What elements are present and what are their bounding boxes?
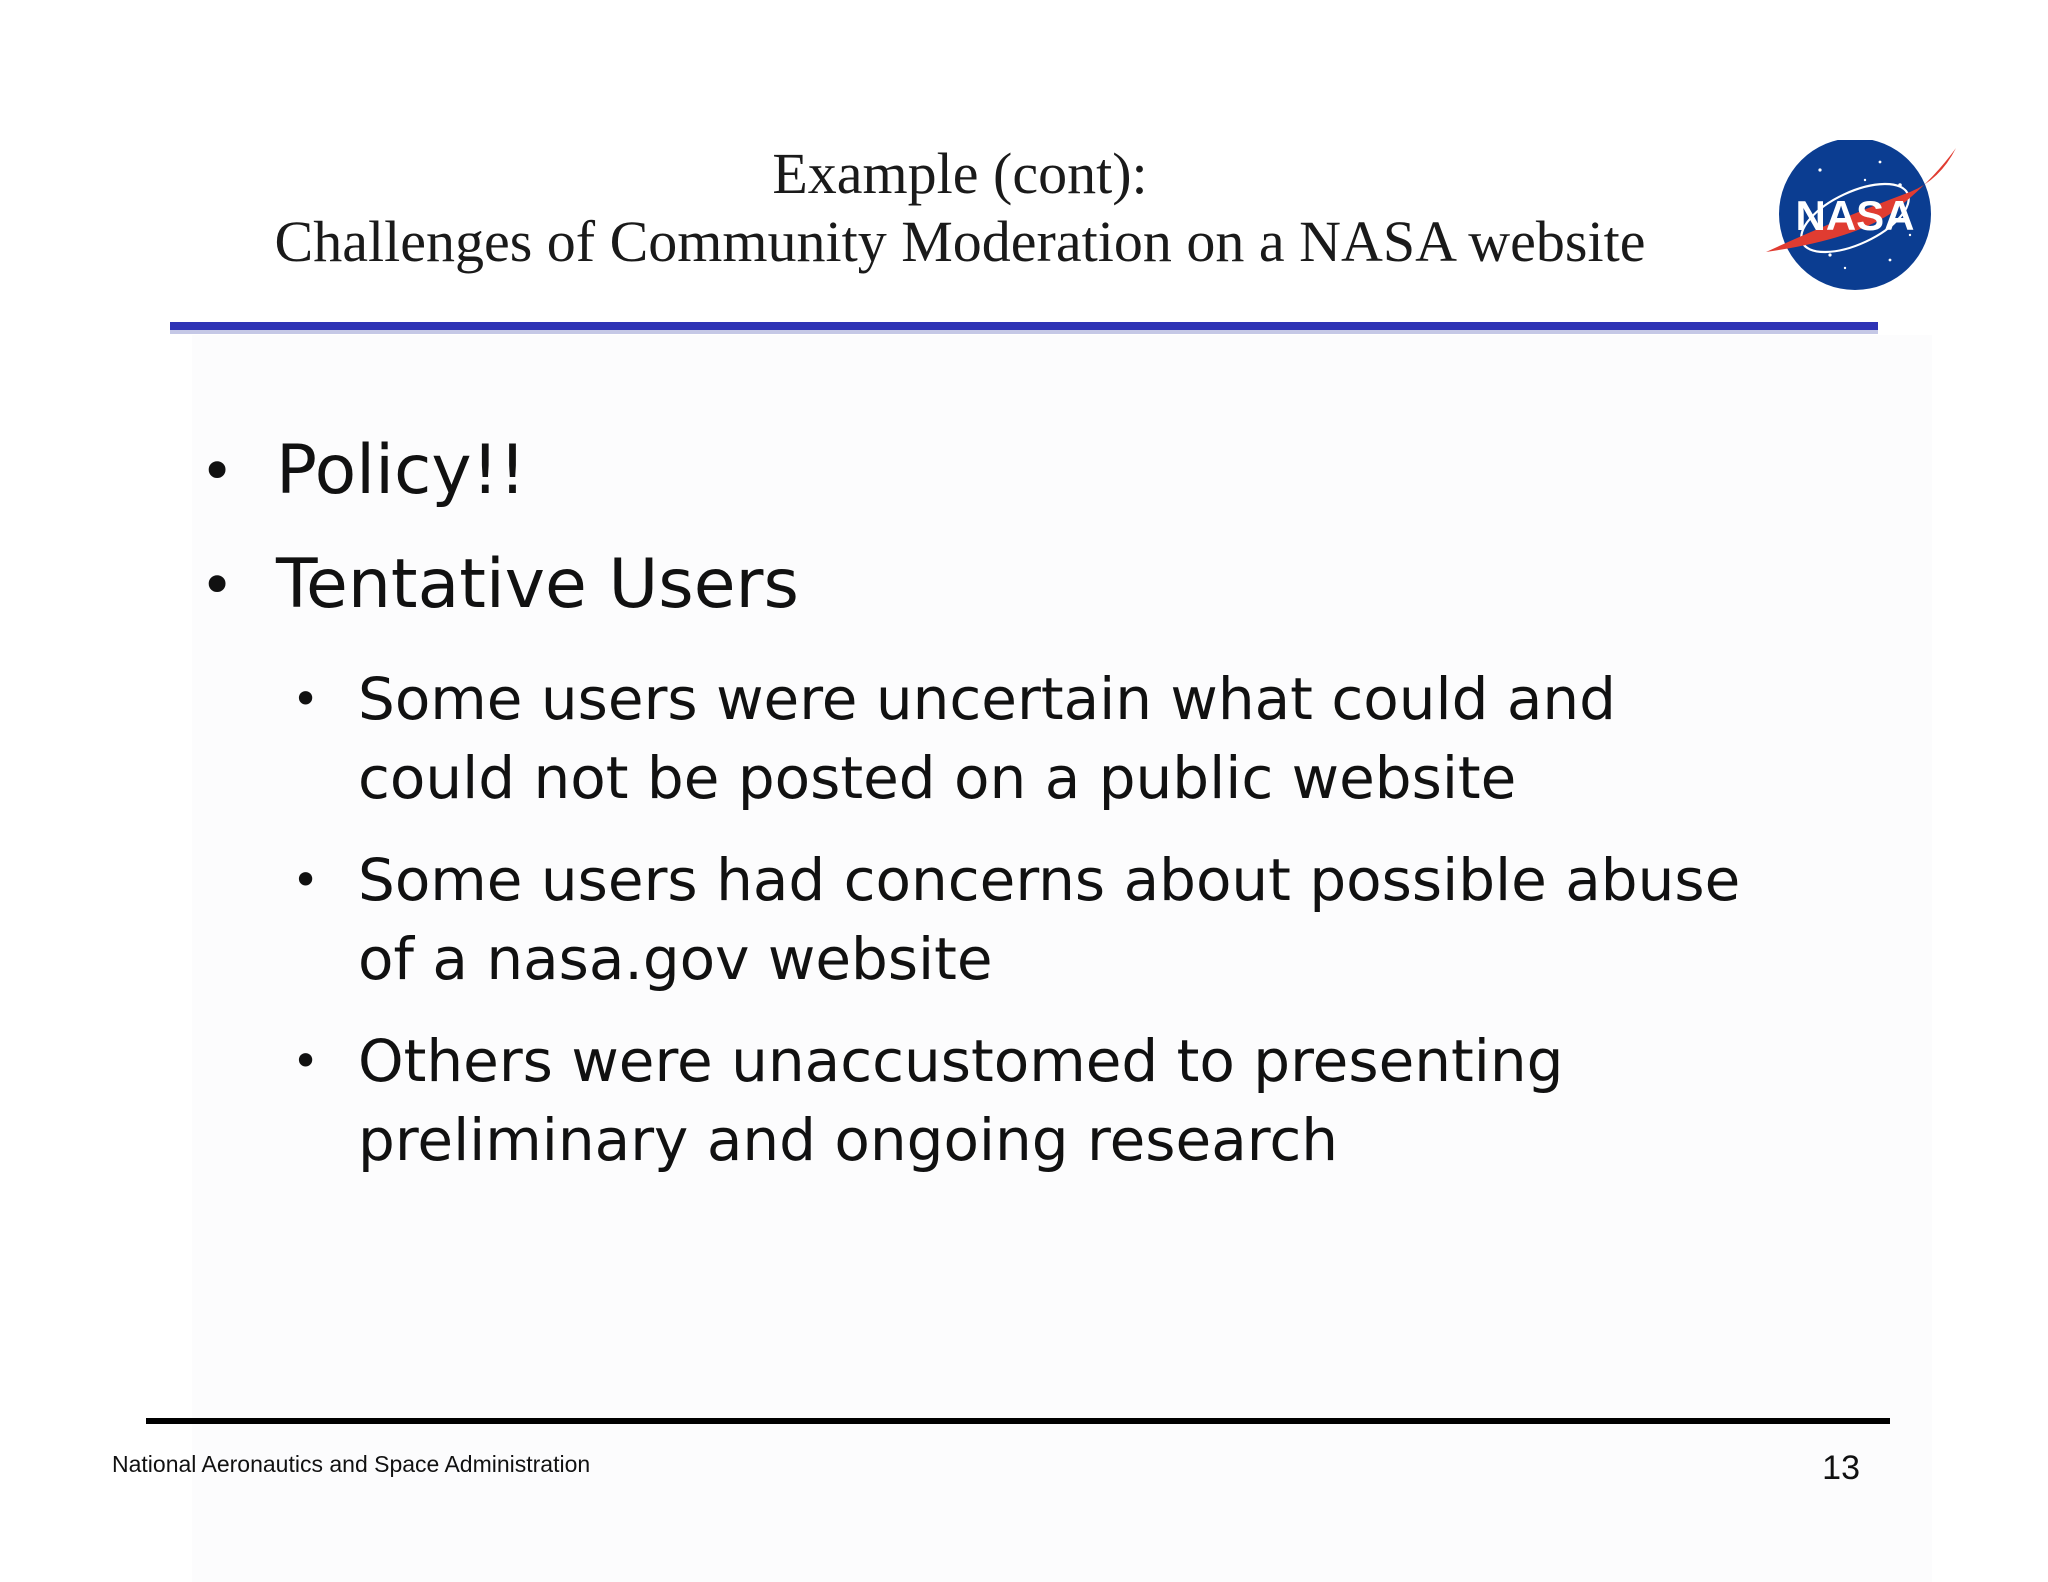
- bullet-item: [198, 432, 1838, 510]
- sub-bullet-text: Others were unaccustomed to presenting preliminary and ongoing research: [358, 1027, 1564, 1174]
- sub-bullet-text: Some users were uncertain what could and could not be posted on a public website: [358, 665, 1616, 812]
- logo-text: NASA: [1795, 192, 1915, 239]
- bullet-icon: •: [292, 853, 320, 907]
- title-line-2: Challenges of Community Moderation on a NASA website: [274, 209, 1646, 274]
- title-divider: [170, 322, 1878, 330]
- title-divider-shadow: [170, 330, 1878, 334]
- slide-title: [170, 140, 1750, 276]
- page-number: 13: [1822, 1449, 1860, 1487]
- sub-bullet-item: [278, 660, 1788, 818]
- sub-bullet-item: [278, 841, 1788, 999]
- footer-divider: [146, 1418, 1890, 1424]
- bullet-icon: •: [200, 551, 235, 619]
- bullet-list: [198, 432, 1838, 1203]
- bullet-icon: •: [292, 1034, 320, 1088]
- nasa-logo-icon: [1760, 140, 1960, 300]
- sub-bullet-text: Some users had concerns about possible abuse of a nasa.gov website: [358, 846, 1741, 993]
- bullet-icon: •: [200, 437, 235, 505]
- bullet-icon: •: [292, 672, 320, 726]
- bullet-text: Tentative Users: [276, 545, 799, 624]
- bullet-text: Policy!!: [276, 431, 527, 510]
- title-line-1: Example (cont):: [772, 141, 1148, 206]
- footer-organization: National Aeronautics and Space Administration: [112, 1451, 591, 1477]
- bullet-item: [198, 546, 1838, 624]
- sub-bullet-item: [278, 1022, 1788, 1180]
